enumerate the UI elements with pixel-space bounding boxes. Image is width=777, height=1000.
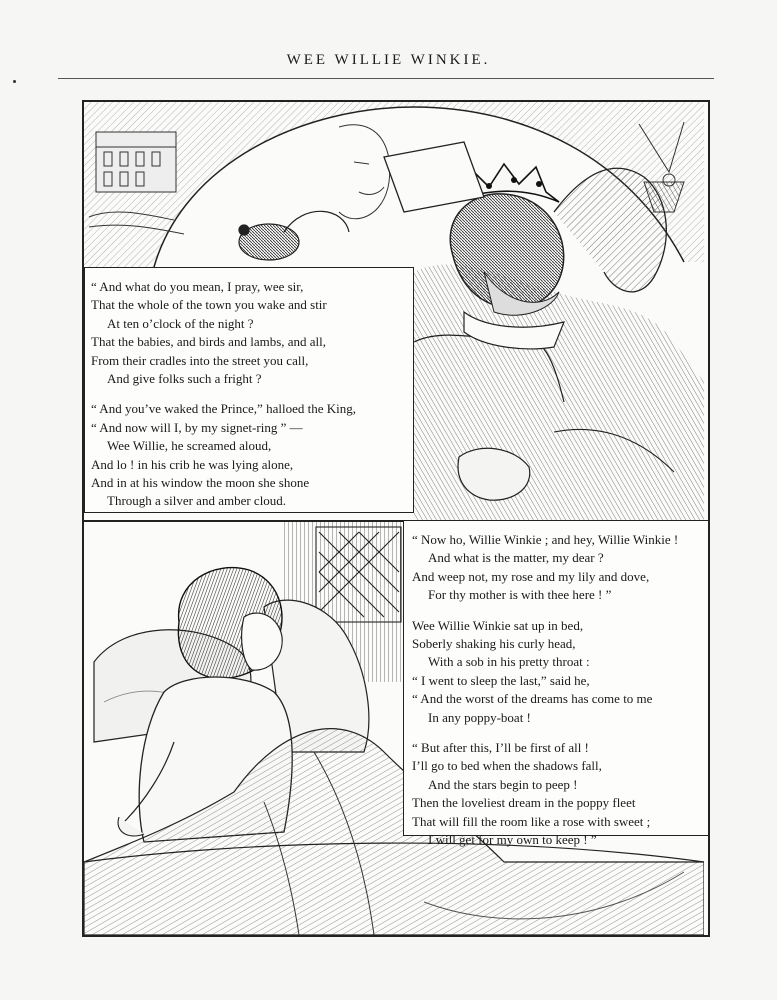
verse-line: That the babies, and birds and lambs, and all, [91,334,327,350]
verse-line: “ And the worst of the dreams has come to me [412,691,653,707]
verse-line: “ I went to sleep the last,” said he, [412,672,590,688]
verse-line: I’ll go to bed when the shadows fall, [412,758,602,774]
verse-line: With a sob in his pretty throat : [428,654,590,670]
verse-line: Soberly shaking his curly head, [412,636,576,652]
verse-line: “ And what do you mean, I pray, wee sir, [91,279,304,294]
verse-line: That the whole of the town you wake and stir [91,297,327,313]
page-title: WEE WILLIE WINKIE. [286,52,491,68]
verse-line: “ And you’ve waked the Prince,” halloed the King, [91,401,356,417]
verse-line: And weep not, my rose and my lily and dove, [412,568,650,584]
verse-line: For thy mother is with thee here ! ” [428,587,612,603]
verse-line: And what is the matter, my dear ? [428,550,604,566]
illustration-frame [82,100,710,937]
verse-line: And give folks such a fright ? [107,371,262,387]
stanza [412,617,710,727]
verse-line: From their cradles into the street you call, [91,352,309,368]
verse-line: Then the loveliest dream in the poppy fleet [412,795,636,811]
verse-line: “ Now ho, Willie Winkie ; and hey, Willie Winkie ! [412,532,679,547]
verse-line: Through a silver and amber cloud. [107,493,287,509]
stanza [412,531,710,605]
bottom-verse-box [403,520,710,848]
verse-line: And lo ! in his crib he was lying alone, [91,456,294,472]
verse-line: “ And now will I, by my signet-ring ” — [91,419,303,435]
verse-line: That will fill the room like a rose with sweet ; [412,813,651,829]
verse-line: I will get for my own to keep ! ” [428,832,597,848]
verse-line: “ But after this, I’ll be first of all ! [412,740,589,756]
verse-line: And in at his window the moon she shone [91,475,310,491]
verse-line: In any poppy-boat ! [428,709,531,725]
header-rule [58,78,714,79]
verse-line: Wee Willie, he screamed aloud, [107,438,272,454]
verse-line: At ten o’clock of the night ? [107,315,254,331]
margin-dot [13,80,16,83]
verse-line: Wee Willie Winkie sat up in bed, [412,617,584,633]
verse-line: And the stars begin to peep ! [428,776,578,792]
stanza [412,739,710,849]
